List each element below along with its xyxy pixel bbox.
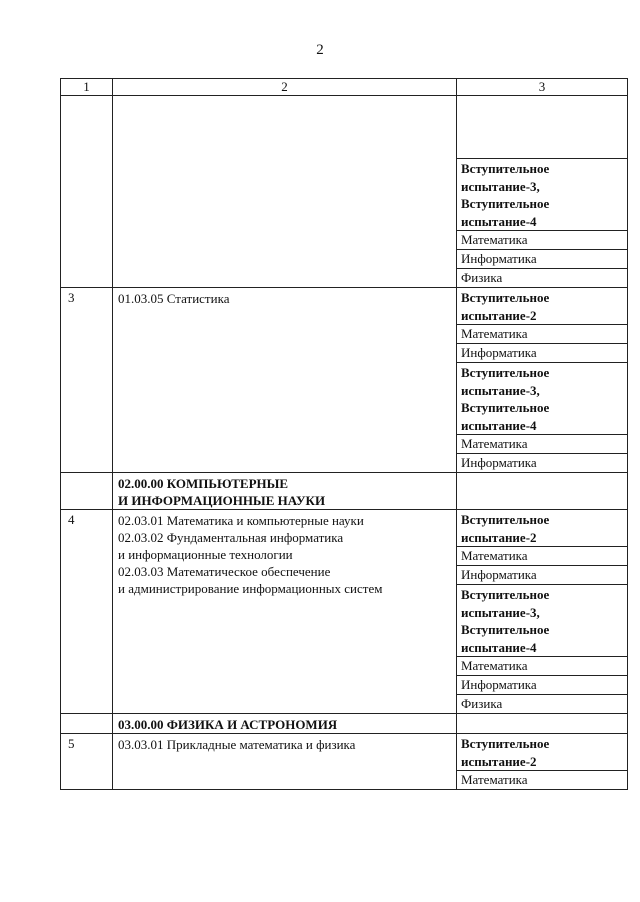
section-title-line: И ИНФОРМАЦИОННЫЕ НАУКИ <box>118 493 326 508</box>
exam-subject: Информатика <box>457 249 627 268</box>
column-header-3: 3 <box>457 79 628 96</box>
exam-heading-line: испытание-4 <box>461 639 537 655</box>
exam-heading-line: Вступительное <box>461 161 550 176</box>
exam-list <box>457 96 627 287</box>
exam-cell <box>457 96 628 288</box>
row-number <box>61 96 113 288</box>
exam-heading-line: Вступительное <box>461 622 550 637</box>
exam-cell <box>457 510 628 714</box>
exam-heading-line: испытание-3, <box>461 604 540 620</box>
exam-subject: Физика <box>457 694 627 713</box>
section-row <box>61 473 628 510</box>
exam-heading-line: Вступительное <box>461 365 550 380</box>
exam-heading-line: испытание-2 <box>461 529 537 545</box>
exam-subject: Математика <box>457 324 627 343</box>
page-number: 2 <box>316 42 324 58</box>
exam-group-heading <box>457 158 627 230</box>
exam-subject: Информатика <box>457 343 627 362</box>
exam-heading-line: испытание-4 <box>461 417 537 433</box>
exam-group-heading <box>457 288 627 324</box>
exam-subject: Информатика <box>457 453 627 472</box>
table-row <box>61 96 628 288</box>
exam-subject: Математика <box>457 656 627 675</box>
exam-heading-line: испытание-2 <box>461 307 537 323</box>
exam-group-heading <box>457 510 627 546</box>
program-cell <box>113 96 457 288</box>
exam-subject: Математика <box>457 770 627 789</box>
table-header-row <box>61 79 628 96</box>
table-row <box>61 734 628 790</box>
section-exam-cell <box>457 473 628 510</box>
exam-list <box>457 510 627 713</box>
program-line: и информационные технологии <box>118 547 293 562</box>
exam-subject: Информатика <box>457 565 627 584</box>
program-cell <box>113 288 457 473</box>
table-row <box>61 510 628 714</box>
table-body <box>61 79 628 790</box>
program-cell <box>113 510 457 714</box>
exam-subject: Информатика <box>457 675 627 694</box>
column-header-2: 2 <box>113 79 457 96</box>
program-cell <box>113 734 457 790</box>
exam-group-heading <box>457 584 627 656</box>
section-num-cell <box>61 473 113 510</box>
section-title-line: 03.00.00 ФИЗИКА И АСТРОНОМИЯ <box>118 717 338 732</box>
admission-exams-table <box>60 78 628 790</box>
row-number: 5 <box>61 734 113 790</box>
program-line: и администрирование информационных систем <box>118 581 383 596</box>
exam-list <box>457 288 627 472</box>
exam-heading-line: Вступительное <box>461 290 550 305</box>
exam-cell <box>457 734 628 790</box>
program-line: 01.03.05 Статистика <box>118 291 230 306</box>
exam-heading-line: испытание-3, <box>461 382 540 398</box>
column-header-1: 1 <box>61 79 113 96</box>
program-line: 02.03.03 Математическое обеспечение <box>118 564 331 579</box>
exam-heading-line: испытание-2 <box>461 753 537 769</box>
exam-heading-line: Вступительное <box>461 587 550 602</box>
exam-heading-line: испытание-3, <box>461 178 540 194</box>
exam-group-heading <box>457 734 627 770</box>
exam-heading-line: Вступительное <box>461 400 550 415</box>
table-row <box>61 288 628 473</box>
exam-heading-line: Вступительное <box>461 512 550 527</box>
exam-subject: Физика <box>457 268 627 287</box>
exam-heading-line: Вступительное <box>461 196 550 211</box>
section-title <box>113 473 457 510</box>
program-line: 02.03.02 Фундаментальная информатика <box>118 530 344 545</box>
row-number: 3 <box>61 288 113 473</box>
program-line: 02.03.01 Математика и компьютерные науки <box>118 513 364 528</box>
exam-heading-line: испытание-4 <box>461 213 537 229</box>
row-number: 4 <box>61 510 113 714</box>
exam-subject: Математика <box>457 434 627 453</box>
exam-list <box>457 734 627 789</box>
section-title-line: 02.00.00 КОМПЬЮТЕРНЫЕ <box>118 476 289 491</box>
exam-cell <box>457 288 628 473</box>
exam-group-heading <box>457 362 627 434</box>
section-exam-cell <box>457 714 628 734</box>
exam-heading-line: Вступительное <box>461 736 550 751</box>
exam-subject: Математика <box>457 230 627 249</box>
exam-blank <box>457 96 627 158</box>
section-num-cell <box>61 714 113 734</box>
program-line: 03.03.01 Прикладные математика и физика <box>118 737 356 752</box>
section-title <box>113 714 457 734</box>
section-row <box>61 714 628 734</box>
exam-subject: Математика <box>457 546 627 565</box>
